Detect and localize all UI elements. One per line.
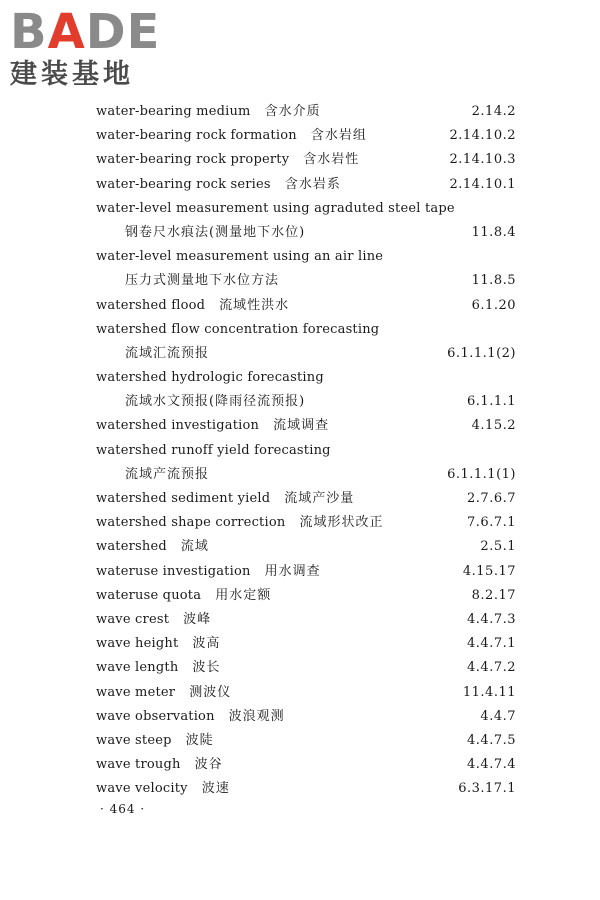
entry-section-reference: 4.4.7.5 bbox=[467, 732, 516, 748]
entry-section-reference: 4.15.2 bbox=[471, 418, 516, 434]
glossary-entry-continuation bbox=[96, 221, 516, 245]
entry-chinese-term: 波速 bbox=[201, 781, 230, 797]
glossary-entry bbox=[96, 608, 516, 632]
glossary-entry bbox=[96, 584, 516, 608]
glossary-entry bbox=[96, 414, 516, 438]
page-number: · 464 · bbox=[100, 802, 146, 816]
glossary-entry-continuation bbox=[96, 269, 516, 293]
entry-chinese-term: 波长 bbox=[192, 660, 221, 676]
entry-section-reference: 4.4.7.3 bbox=[467, 611, 516, 627]
glossary-entry bbox=[96, 100, 516, 124]
glossary-entry bbox=[96, 705, 516, 729]
entry-chinese-term: 测波仪 bbox=[189, 684, 232, 700]
entry-english-term: wave steep bbox=[96, 732, 172, 748]
entry-english-term: water-bearing rock series bbox=[96, 176, 271, 192]
glossary-entry bbox=[96, 560, 516, 584]
entry-english-term: watershed flow concentration forecasting bbox=[96, 321, 380, 337]
glossary-entry bbox=[96, 197, 516, 221]
entry-section-reference: 2.5.1 bbox=[480, 539, 516, 555]
entry-chinese-term: 含水介质 bbox=[264, 104, 321, 119]
entry-chinese-term: 含水岩性 bbox=[303, 152, 360, 168]
glossary-entry bbox=[96, 439, 516, 463]
entry-section-reference: 2.14.10.3 bbox=[449, 152, 516, 168]
entry-english-term: wateruse investigation bbox=[96, 563, 251, 579]
entry-chinese-term: 用水定额 bbox=[215, 587, 272, 603]
glossary-entry-continuation bbox=[96, 342, 516, 366]
entry-chinese-term: 波陡 bbox=[185, 732, 214, 748]
entry-section-reference: 4.15.17 bbox=[462, 563, 516, 579]
entry-english-term: watershed bbox=[96, 539, 167, 555]
entry-section-reference: 7.6.7.1 bbox=[467, 515, 516, 531]
entry-chinese-term: 流域产流预报 bbox=[125, 466, 210, 482]
entry-english-term: watershed shape correction bbox=[96, 515, 286, 531]
entry-chinese-term: 含水岩系 bbox=[284, 176, 341, 192]
entry-section-reference: 11.8.5 bbox=[471, 273, 516, 289]
entry-chinese-term: 流域性洪水 bbox=[219, 297, 290, 313]
entry-section-reference: 8.2.17 bbox=[471, 587, 516, 603]
site-logo bbox=[10, 6, 180, 96]
entry-english-term: water-bearing rock formation bbox=[96, 128, 297, 144]
entry-chinese-term: 用水调查 bbox=[264, 563, 321, 579]
entry-section-reference: 2.14.2 bbox=[471, 104, 516, 119]
entry-english-term: wateruse quota bbox=[96, 587, 202, 603]
entry-section-reference: 6.3.17.1 bbox=[458, 781, 516, 797]
glossary-entry bbox=[96, 681, 516, 705]
entry-chinese-term: 压力式测量地下水位方法 bbox=[125, 273, 280, 289]
logo-wordmark bbox=[10, 6, 180, 58]
logo-letters-end: DE bbox=[85, 4, 161, 60]
glossary-entry bbox=[96, 318, 516, 342]
entry-english-term: watershed flood bbox=[96, 297, 206, 313]
entry-section-reference: 4.4.7.2 bbox=[467, 660, 516, 676]
glossary-entry bbox=[96, 777, 516, 801]
glossary-entry bbox=[96, 124, 516, 148]
entry-section-reference: 2.14.10.2 bbox=[449, 128, 516, 144]
entry-section-reference: 6.1.20 bbox=[471, 297, 516, 313]
entry-section-reference: 2.14.10.1 bbox=[449, 176, 516, 192]
entry-chinese-term: 流域水文预报(降雨径流预报) bbox=[125, 394, 306, 410]
glossary-entry-list bbox=[96, 100, 516, 801]
entry-english-term: water-bearing rock property bbox=[96, 152, 290, 168]
glossary-entry bbox=[96, 294, 516, 318]
logo-letters: B bbox=[10, 4, 48, 60]
entry-section-reference: 4.4.7.1 bbox=[467, 636, 516, 652]
entry-english-term: wave length bbox=[96, 660, 179, 676]
entry-chinese-term: 流域形状改正 bbox=[299, 515, 384, 531]
glossary-entry bbox=[96, 535, 516, 559]
entry-english-term: watershed runoff yield forecasting bbox=[96, 442, 331, 458]
entry-english-term: wave trough bbox=[96, 757, 181, 773]
glossary-entry bbox=[96, 173, 516, 197]
entry-english-term: watershed investigation bbox=[96, 418, 260, 434]
entry-english-term: watershed sediment yield bbox=[96, 491, 271, 506]
entry-english-term: water-level measurement using an air line bbox=[96, 249, 384, 265]
entry-english-term: watershed hydrologic forecasting bbox=[96, 370, 324, 386]
entry-chinese-term: 波峰 bbox=[183, 611, 212, 627]
entry-english-term: wave meter bbox=[96, 684, 176, 700]
glossary-entry bbox=[96, 366, 516, 390]
entry-section-reference: 11.4.11 bbox=[462, 684, 516, 700]
entry-section-reference: 6.1.1.1 bbox=[467, 394, 516, 410]
entry-english-term: water-bearing medium bbox=[96, 104, 251, 119]
entry-english-term: water-level measurement using agraduted steel tape bbox=[96, 200, 455, 216]
entry-section-reference: 4.4.7.4 bbox=[467, 757, 516, 773]
entry-chinese-term: 波浪观测 bbox=[228, 708, 285, 724]
entry-chinese-term: 流域 bbox=[180, 539, 209, 555]
logo-accent-letter: A bbox=[47, 4, 86, 60]
glossary-entry bbox=[96, 511, 516, 535]
entry-section-reference: 4.4.7 bbox=[480, 708, 516, 724]
entry-english-term: wave crest bbox=[96, 611, 170, 627]
entry-english-term: wave observation bbox=[96, 708, 215, 724]
entry-section-reference: 6.1.1.1(2) bbox=[447, 345, 516, 361]
glossary-entry bbox=[96, 487, 516, 511]
logo-tagline: 建装基地 bbox=[10, 59, 134, 90]
entry-section-reference: 11.8.4 bbox=[471, 224, 516, 240]
entry-section-reference: 6.1.1.1(1) bbox=[447, 466, 516, 482]
entry-section-reference: 2.7.6.7 bbox=[467, 491, 516, 506]
entry-chinese-term: 钢卷尺水痕法(测量地下水位) bbox=[125, 224, 306, 240]
entry-chinese-term: 流域产沙量 bbox=[284, 491, 355, 506]
glossary-entry bbox=[96, 656, 516, 680]
entry-chinese-term: 波谷 bbox=[194, 757, 223, 773]
entry-chinese-term: 流域调查 bbox=[273, 418, 330, 434]
glossary-entry bbox=[96, 148, 516, 172]
glossary-entry bbox=[96, 753, 516, 777]
entry-chinese-term: 流域汇流预报 bbox=[125, 345, 210, 361]
glossary-entry bbox=[96, 245, 516, 269]
entry-chinese-term: 含水岩组 bbox=[310, 128, 367, 144]
glossary-entry bbox=[96, 729, 516, 753]
entry-chinese-term: 波高 bbox=[192, 636, 221, 652]
glossary-entry-continuation bbox=[96, 463, 516, 487]
glossary-entry bbox=[96, 632, 516, 656]
entry-english-term: wave height bbox=[96, 636, 179, 652]
glossary-entry-continuation bbox=[96, 390, 516, 414]
entry-english-term: wave velocity bbox=[96, 781, 188, 797]
